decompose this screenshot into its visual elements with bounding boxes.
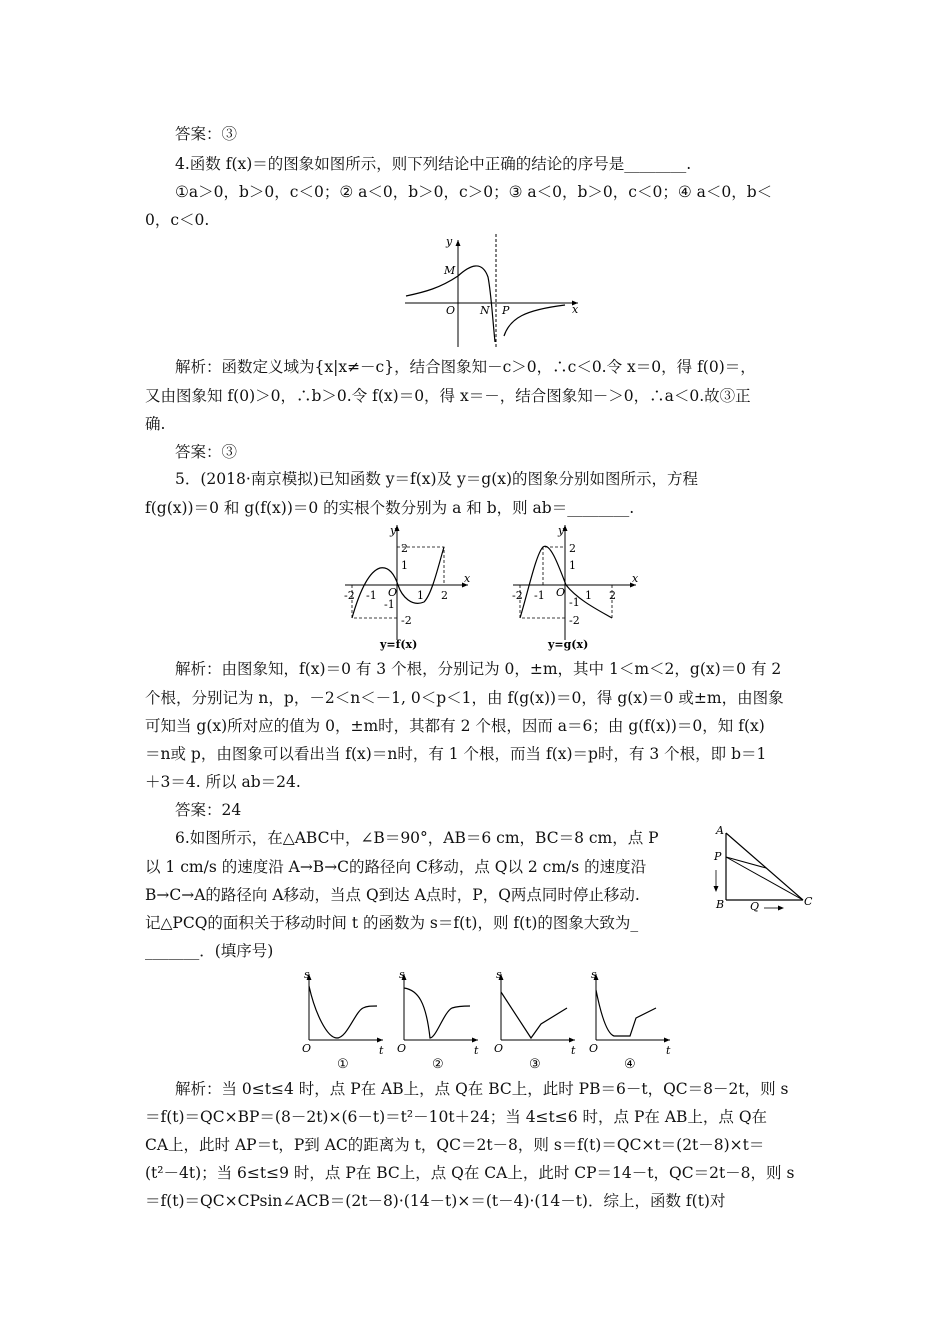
fig5g-tick-y-3: -2 — [569, 614, 580, 627]
question-4-title: 4.函数 f(x)＝的图象如图所示，则下列结论中正确的结论的序号是________. — [175, 155, 692, 173]
fig4-point-n: N — [480, 304, 490, 317]
option-3-label: ③ — [529, 1057, 541, 1072]
solution-6-line3: CA上，此时 AP＝t，P到 AC的距离为 t，QC＝2t－8，则 s＝f(t)＝QC×t＝(2t－8)×t＝ — [145, 1136, 765, 1154]
fig5f-tick-y-0: 2 — [401, 542, 408, 555]
fig4-point-m: M — [444, 264, 456, 277]
figure-q5-f-graph — [340, 522, 475, 652]
figure-q6-triangle — [708, 822, 818, 912]
question-5-line2: f(g(x))＝0 和 g(f(x))＝0 的实根个数分别为 a 和 b，则 ab＝________. — [145, 499, 635, 517]
solution-5-line4: ＝n或 p，由图象可以看出当 f(x)＝n时，有 1 个根，而当 f(x)＝p时，有 3 个根，即 b＝1 — [145, 745, 767, 763]
answer-3: 答案：③ — [175, 125, 238, 143]
solution-5-line5: ＋3＝4. 所以 ab＝24. — [145, 773, 301, 791]
question-4-options: ①a＞0，b＞0，c＜0；② a＜0，b＞0，c＞0；③ a＜0，b＞0，c＜0；④ a＜0，b＜ — [175, 183, 773, 201]
fig4-origin: O — [446, 304, 456, 317]
option-3-t: t — [571, 1044, 576, 1057]
solution-6-line4: (t²－4t)；当 6≤t≤9 时，点 P在 BC上，点 Q在 CA上，此时 CP＝14－t，QC＝2t－8，则 s — [145, 1164, 795, 1182]
fig5g-tick-y-0: 2 — [569, 542, 576, 555]
solution-6-line2: ＝f(t)＝QC×BP＝(8－2t)×(6－t)＝t²－10t＋24；当 4≤t≤6 时，点 P在 AB上，点 Q在 — [145, 1108, 768, 1126]
fig5f-tick-y-1: 1 — [401, 559, 408, 572]
fig5f-tick-y-2: -1 — [384, 598, 395, 611]
option-4-t: t — [666, 1044, 671, 1057]
fig5f-origin: O — [388, 586, 398, 599]
fig6-point-b: B — [716, 898, 725, 911]
answer-5: 答案：24 — [175, 801, 242, 819]
fig5g-tick-x-1: -1 — [534, 589, 545, 602]
option-3-graph — [494, 968, 582, 1073]
fig4-x-label: x — [572, 303, 579, 316]
answer-4: 答案：③ — [175, 443, 238, 461]
fig6-point-a: A — [716, 824, 724, 837]
option-1-s: s — [304, 968, 310, 981]
option-1-origin: O — [302, 1042, 312, 1055]
fig5g-tick-x-0: -2 — [512, 589, 523, 602]
solution-4-line1: 解析：函数定义域为{x|x≠－c}，结合图象知－c＞0，∴c＜0.令 x＝0，得 f(0)＝， — [175, 358, 756, 376]
fig5f-tick-x-1: -1 — [366, 589, 377, 602]
fig5g-y-label: y — [558, 524, 565, 537]
question-6-line3: B→C→A的路径向 A移动，当点 Q到达 A点时，P，Q两点同时停止移动. — [145, 886, 640, 904]
fig5f-y-label: y — [390, 524, 397, 537]
solution-5-line1: 解析：由图象知，f(x)＝0 有 3 个根，分别记为 0，±m，其中 1＜m＜2，g(x)＝0 有 2 — [175, 660, 782, 678]
solution-5-line2: 个根，分别记为 n，p，－2＜n＜－1, 0＜p＜1，由 f(g(x))＝0，得 g(x)＝0 或±m，由图象 — [145, 689, 784, 707]
fig5g-tick-y-1: 1 — [569, 559, 576, 572]
fig5f-tick-x-4: 2 — [441, 589, 448, 602]
question-6-line4: 记△PCQ的面积关于移动时间 t 的函数为 s＝f(t)，则 f(t)的图象大致为_ — [145, 914, 639, 932]
fig6-point-q: Q — [750, 900, 760, 913]
option-2-label: ② — [432, 1057, 444, 1072]
solution-4-line2: 又由图象知 f(0)＞0，∴b＞0.令 f(x)＝0，得 x＝－，结合图象知－＞0，∴a＜0.故③正 — [145, 387, 751, 405]
fig5f-caption: y=f(x) — [380, 638, 418, 651]
fig5g-tick-x-4: 2 — [609, 589, 616, 602]
fig6-point-c: C — [804, 895, 813, 908]
fig5f-tick-y-3: -2 — [401, 614, 412, 627]
fig5g-tick-x-3: 1 — [585, 589, 592, 602]
solution-6-line1: 解析：当 0≤t≤4 时，点 P在 AB上，点 Q在 BC上，此时 PB＝6－t，QC＝8－2t，则 s — [175, 1080, 789, 1098]
option-1-label: ① — [337, 1057, 349, 1072]
option-1-graph — [302, 968, 390, 1073]
fig5f-x-label: x — [464, 572, 471, 585]
fig4-point-p: P — [502, 304, 510, 317]
option-2-origin: O — [397, 1042, 407, 1055]
option-3-s: s — [496, 968, 502, 981]
question-6-line1: 6.如图所示，在△ABC中，∠B＝90°，AB＝6 cm，BC＝8 cm，点 P — [175, 829, 659, 847]
fig5g-caption: y=g(x) — [548, 638, 589, 651]
fig5g-origin: O — [556, 586, 566, 599]
option-4-graph — [589, 968, 677, 1073]
question-6-line5: _______．(填序号) — [145, 942, 274, 960]
solution-6-line5: ＝f(t)＝QC×CPsin∠ACB＝(2t－8)·(14－t)×＝(t－4)·(14－t)．综上，函数 f(t)对 — [145, 1192, 726, 1210]
fig4-y-label: y — [446, 235, 453, 248]
question-4-options-cont: 0，c＜0. — [145, 211, 210, 229]
fig6-point-p: P — [714, 850, 722, 863]
option-3-origin: O — [494, 1042, 504, 1055]
figure-q5-g-graph — [508, 522, 643, 652]
option-4-s: s — [591, 968, 597, 981]
figure-q4-graph — [400, 232, 585, 352]
fig5f-tick-x-3: 1 — [417, 589, 424, 602]
option-2-t: t — [474, 1044, 479, 1057]
option-4-label: ④ — [624, 1057, 636, 1072]
option-2-graph — [397, 968, 485, 1073]
question-6-line2: 以 1 cm/s 的速度沿 A→B→C的路径向 C移动，点 Q以 2 cm/s 的速度沿 — [145, 858, 647, 876]
fig5f-tick-x-0: -2 — [344, 589, 355, 602]
option-1-t: t — [379, 1044, 384, 1057]
option-4-origin: O — [589, 1042, 599, 1055]
fig5g-tick-y-2: -1 — [569, 596, 580, 609]
solution-4-line3: 确. — [145, 415, 166, 433]
solution-5-line3: 可知当 g(x)所对应的值为 0，±m时，其都有 2 个根，因而 a＝6；由 g(f(x))＝0，知 f(x) — [145, 717, 765, 735]
question-5-line1: 5．(2018·南京模拟)已知函数 y＝f(x)及 y＝g(x)的图象分别如图所示，方程 — [175, 470, 699, 488]
fig5g-x-label: x — [632, 572, 639, 585]
option-2-s: s — [399, 968, 405, 981]
